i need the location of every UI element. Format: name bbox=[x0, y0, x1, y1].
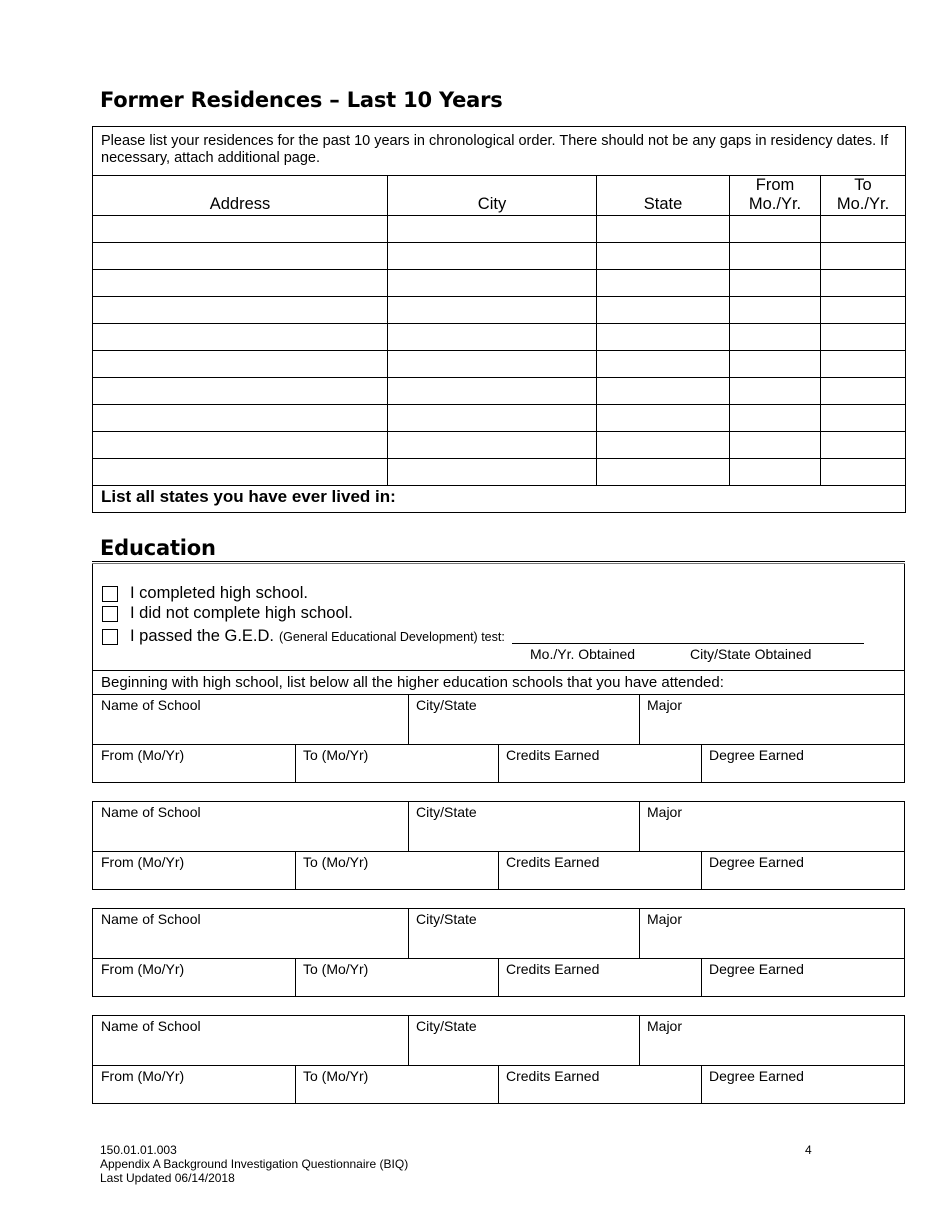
school-from-label: From (Mo/Yr) bbox=[101, 854, 185, 870]
school-city-label: City/State bbox=[416, 1018, 477, 1034]
state-cell[interactable] bbox=[597, 378, 730, 405]
column-header-to: To Mo./Yr. bbox=[821, 176, 906, 216]
ged-label: I passed the G.E.D. bbox=[130, 627, 274, 645]
school-degree-label: Degree Earned bbox=[709, 961, 804, 977]
option-ged bbox=[102, 627, 505, 646]
school-credits-label: Credits Earned bbox=[506, 747, 600, 763]
completed-high-school-label: I completed high school. bbox=[130, 584, 308, 602]
school-to-label: To (Mo/Yr) bbox=[303, 854, 369, 870]
did-not-complete-label: I did not complete high school. bbox=[130, 604, 353, 622]
city-cell[interactable] bbox=[388, 432, 597, 459]
school-entry bbox=[92, 801, 905, 890]
table-row bbox=[93, 378, 906, 405]
table-row bbox=[93, 297, 906, 324]
address-cell[interactable] bbox=[93, 405, 388, 432]
states-lived-field[interactable] bbox=[93, 486, 906, 513]
to-cell[interactable] bbox=[821, 243, 906, 270]
column-header-city: City bbox=[388, 176, 597, 216]
table-row bbox=[93, 351, 906, 378]
table-row bbox=[93, 324, 906, 351]
school-to-label: To (Mo/Yr) bbox=[303, 1068, 369, 1084]
states-lived-label: List all states you have ever lived in: bbox=[101, 487, 396, 506]
city-cell[interactable] bbox=[388, 270, 597, 297]
ged-note: (General Educational Development) test: bbox=[279, 629, 505, 644]
address-cell[interactable] bbox=[93, 432, 388, 459]
school-entry bbox=[92, 908, 905, 997]
ged-date-label: Mo./Yr. Obtained bbox=[530, 646, 636, 662]
school-degree-label: Degree Earned bbox=[709, 1068, 804, 1084]
to-cell[interactable] bbox=[821, 216, 906, 243]
residences-title: Former Residences – Last 10 Years bbox=[100, 88, 503, 112]
ged-entry-line[interactable] bbox=[512, 643, 864, 644]
from-cell[interactable] bbox=[730, 216, 821, 243]
from-cell[interactable] bbox=[730, 324, 821, 351]
option-did-not-complete bbox=[102, 604, 353, 623]
residences-instructions: Please list your residences for the past 10 years in chronological order. There should not be any gaps in residency dates. If necessary, attach additional page. bbox=[93, 127, 906, 176]
ged-place-label: City/State Obtained bbox=[690, 646, 812, 662]
school-from-label: From (Mo/Yr) bbox=[101, 747, 185, 763]
school-credits-label: Credits Earned bbox=[506, 854, 600, 870]
table-row bbox=[93, 432, 906, 459]
from-cell[interactable] bbox=[730, 378, 821, 405]
school-name-label: Name of School bbox=[101, 1018, 201, 1034]
address-cell[interactable] bbox=[93, 297, 388, 324]
to-cell[interactable] bbox=[821, 432, 906, 459]
from-cell[interactable] bbox=[730, 243, 821, 270]
school-credits-label: Credits Earned bbox=[506, 1068, 600, 1084]
school-degree-label: Degree Earned bbox=[709, 854, 804, 870]
school-entry bbox=[92, 1015, 905, 1104]
completed-high-school-checkbox[interactable] bbox=[102, 586, 118, 602]
footer-doc-title: Appendix A Background Investigation Questionnaire (BIQ) bbox=[100, 1157, 409, 1171]
school-city-label: City/State bbox=[416, 911, 477, 927]
page-number: 4 bbox=[805, 1143, 812, 1157]
state-cell[interactable] bbox=[597, 297, 730, 324]
address-cell[interactable] bbox=[93, 270, 388, 297]
table-row bbox=[93, 459, 906, 486]
school-city-label: City/State bbox=[416, 804, 477, 820]
from-cell[interactable] bbox=[730, 432, 821, 459]
city-cell[interactable] bbox=[388, 297, 597, 324]
school-degree-label: Degree Earned bbox=[709, 747, 804, 763]
school-to-label: To (Mo/Yr) bbox=[303, 747, 369, 763]
state-cell[interactable] bbox=[597, 270, 730, 297]
school-name-label: Name of School bbox=[101, 697, 201, 713]
footer-updated: Last Updated 06/14/2018 bbox=[100, 1171, 235, 1185]
from-cell[interactable] bbox=[730, 351, 821, 378]
page-footer bbox=[100, 1143, 408, 1185]
school-name-label: Name of School bbox=[101, 804, 201, 820]
state-cell[interactable] bbox=[597, 243, 730, 270]
city-cell[interactable] bbox=[388, 243, 597, 270]
city-cell[interactable] bbox=[388, 405, 597, 432]
did-not-complete-checkbox[interactable] bbox=[102, 606, 118, 622]
to-cell[interactable] bbox=[821, 351, 906, 378]
city-cell[interactable] bbox=[388, 216, 597, 243]
address-cell[interactable] bbox=[93, 324, 388, 351]
to-cell[interactable] bbox=[821, 297, 906, 324]
school-to-label: To (Mo/Yr) bbox=[303, 961, 369, 977]
column-header-address: Address bbox=[93, 176, 388, 216]
state-cell[interactable] bbox=[597, 459, 730, 486]
to-cell[interactable] bbox=[821, 270, 906, 297]
school-major-label: Major bbox=[647, 697, 683, 713]
state-cell[interactable] bbox=[597, 324, 730, 351]
to-cell[interactable] bbox=[821, 405, 906, 432]
school-major-label: Major bbox=[647, 911, 683, 927]
from-cell[interactable] bbox=[730, 459, 821, 486]
city-cell[interactable] bbox=[388, 324, 597, 351]
to-cell[interactable] bbox=[821, 459, 906, 486]
school-entry bbox=[92, 694, 905, 783]
state-cell[interactable] bbox=[597, 432, 730, 459]
address-cell[interactable] bbox=[93, 351, 388, 378]
education-instructions-divider bbox=[92, 670, 905, 671]
address-cell[interactable] bbox=[93, 459, 388, 486]
school-from-label: From (Mo/Yr) bbox=[101, 1068, 185, 1084]
from-cell[interactable] bbox=[730, 405, 821, 432]
table-row bbox=[93, 270, 906, 297]
residences-table bbox=[92, 126, 906, 513]
column-header-from: From Mo./Yr. bbox=[730, 176, 821, 216]
school-credits-label: Credits Earned bbox=[506, 961, 600, 977]
address-cell[interactable] bbox=[93, 216, 388, 243]
state-cell[interactable] bbox=[597, 351, 730, 378]
from-cell[interactable] bbox=[730, 270, 821, 297]
option-completed-high-school bbox=[102, 584, 308, 603]
footer-doc-number: 150.01.01.003 bbox=[100, 1143, 177, 1157]
table-row bbox=[93, 405, 906, 432]
city-cell[interactable] bbox=[388, 378, 597, 405]
school-major-label: Major bbox=[647, 1018, 683, 1034]
ged-checkbox[interactable] bbox=[102, 629, 118, 645]
school-city-label: City/State bbox=[416, 697, 477, 713]
city-cell[interactable] bbox=[388, 459, 597, 486]
to-cell[interactable] bbox=[821, 324, 906, 351]
school-major-label: Major bbox=[647, 804, 683, 820]
from-cell[interactable] bbox=[730, 297, 821, 324]
school-from-label: From (Mo/Yr) bbox=[101, 961, 185, 977]
school-name-label: Name of School bbox=[101, 911, 201, 927]
education-title: Education bbox=[100, 536, 216, 560]
state-cell[interactable] bbox=[597, 216, 730, 243]
city-cell[interactable] bbox=[388, 351, 597, 378]
column-header-state: State bbox=[597, 176, 730, 216]
address-cell[interactable] bbox=[93, 243, 388, 270]
address-cell[interactable] bbox=[93, 378, 388, 405]
education-instructions: Beginning with high school, list below all the higher education schools that you have attended: bbox=[101, 674, 724, 691]
table-row bbox=[93, 243, 906, 270]
to-cell[interactable] bbox=[821, 378, 906, 405]
state-cell[interactable] bbox=[597, 405, 730, 432]
table-row bbox=[93, 216, 906, 243]
